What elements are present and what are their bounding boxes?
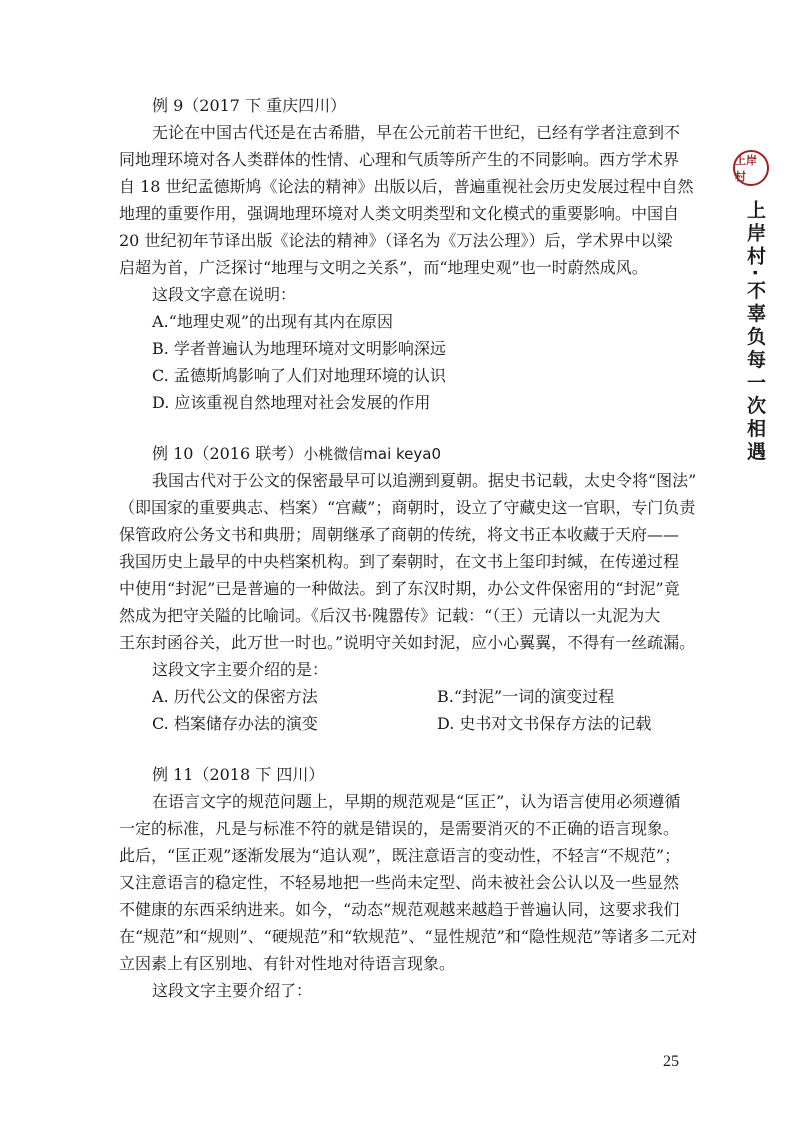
passage-line: 又注意语言的稳定性，不轻易地把一些尚未定型、尚未被社会公认以及一些显然 [119,873,680,892]
sidebar-brand [733,150,773,464]
options-row [119,710,689,737]
option-a: A.“地理史观”的出现有其内在原因 [152,312,394,331]
passage-line: 20 世纪初年节译出版《论法的精神》（译名为《万法公理》）后，学术界中以梁 [119,231,673,250]
passage-line: 立因素上有区别地、有针对性地对待语言现象。 [119,954,456,973]
watermark-text: 小桃微信mai keya0 [303,445,441,463]
option-a: A. 历代公文的保密方法 [152,687,318,706]
passage-line: 地理的重要作用，强调地理环境对人类文明类型和文化模式的重要影响。中国自 [119,204,680,223]
option-c: C. 孟德斯鸠影响了人们对地理环境的认识 [152,366,446,385]
passage-line: 一定的标准，凡是与标准不符的就是错误的，是需要消灭的不正确的语言现象。 [119,819,680,838]
passage-line: 此后，“匡正观”逐渐发展为“追认观”，既注意语言的变动性，不轻言“不规范”； [119,846,681,865]
brand-slogan: 上岸村·不辜负每一次相遇 [744,200,766,465]
example-heading: 例 11（2018 下 四川） [152,765,325,784]
example-11 [119,761,698,1004]
example-heading [119,440,689,467]
page-number: 25 [663,1053,679,1070]
passage-line: 中使用“封泥”已是普遍的一种做法。到了东汉时期，办公文件保密用的“封泥”竟 [119,579,680,598]
question-stem: 这段文字主要介绍了： [152,981,313,1000]
passage-line: 自 18 世纪孟德斯鸠《论法的精神》出版以后，普遍重视社会历史发展过程中自然 [119,177,694,196]
question-stem: 这段文字意在说明： [152,285,297,304]
passage-line: 不健康的东西采纳进来。如今，“动态”规范观越来越趋于普遍认同，这要求我们 [119,900,680,919]
question-stem: 这段文字主要介绍的是： [152,660,329,679]
example-heading: 例 9（2017 下 重庆四川） [152,96,347,115]
passage-line: 无论在中国古代还是在古希腊，早在公元前若干世纪，已经有学者注意到不 [152,123,681,142]
passage-line: 然成为把守关隘的比喻词。《后汉书·隗嚣传》记载：“（王）元请以一丸泥为大 [119,606,661,625]
option-d: D. 史书对文书保存方法的记载 [437,714,652,733]
passage-line: 在语言文字的规范问题上，早期的规范观是“匡正”，认为语言使用必须遵循 [152,792,681,811]
passage-line: （即国家的重要典志、档案）“宫藏”；商朝时，设立了守藏史这一官职，专门负责 [119,498,696,517]
option-b: B. 学者普遍认为地理环境对文明影响深远 [152,339,446,358]
passage-line: 在“规范”和“规则”、“硬规范”和“软规范”、“显性规范”和“隐性规范”等诸多二元对 [119,927,698,946]
passage-line: 保管政府公务文书和典册；周朝继承了商朝的传统，将文书正本收藏于天府—— [119,525,680,544]
brand-logo: 上岸村 [733,150,769,186]
page-content [119,92,698,1004]
option-d: D. 应该重视自然地理对社会发展的作用 [152,393,431,412]
passage-line: 同地理环境对各人类群体的性情、心理和气质等所产生的不同影响。西方学术界 [119,150,680,169]
example-9 [119,92,694,416]
example-heading-text: 例 10（2016 联考） [152,444,304,463]
options-row [119,683,689,710]
passage-line: 我国历史上最早的中央档案机构。到了秦朝时，在文书上玺印封缄，在传递过程 [119,552,680,571]
example-10 [119,440,697,737]
option-c: C. 档案储存办法的演变 [152,714,318,733]
option-b: B.“封泥”一词的演变过程 [437,687,615,706]
passage-line: 我国古代对于公文的保密最早可以追溯到夏朝。据史书记载，太史令将“图法” [152,471,697,490]
passage-line: 启超为首，广泛探讨“地理与文明之关系”，而“地理史观”也一时蔚然成风。 [119,258,648,277]
passage-line: 王东封函谷关，此万世一时也。”说明守关如封泥，应小心翼翼，不得有一丝疏漏。 [119,633,696,652]
